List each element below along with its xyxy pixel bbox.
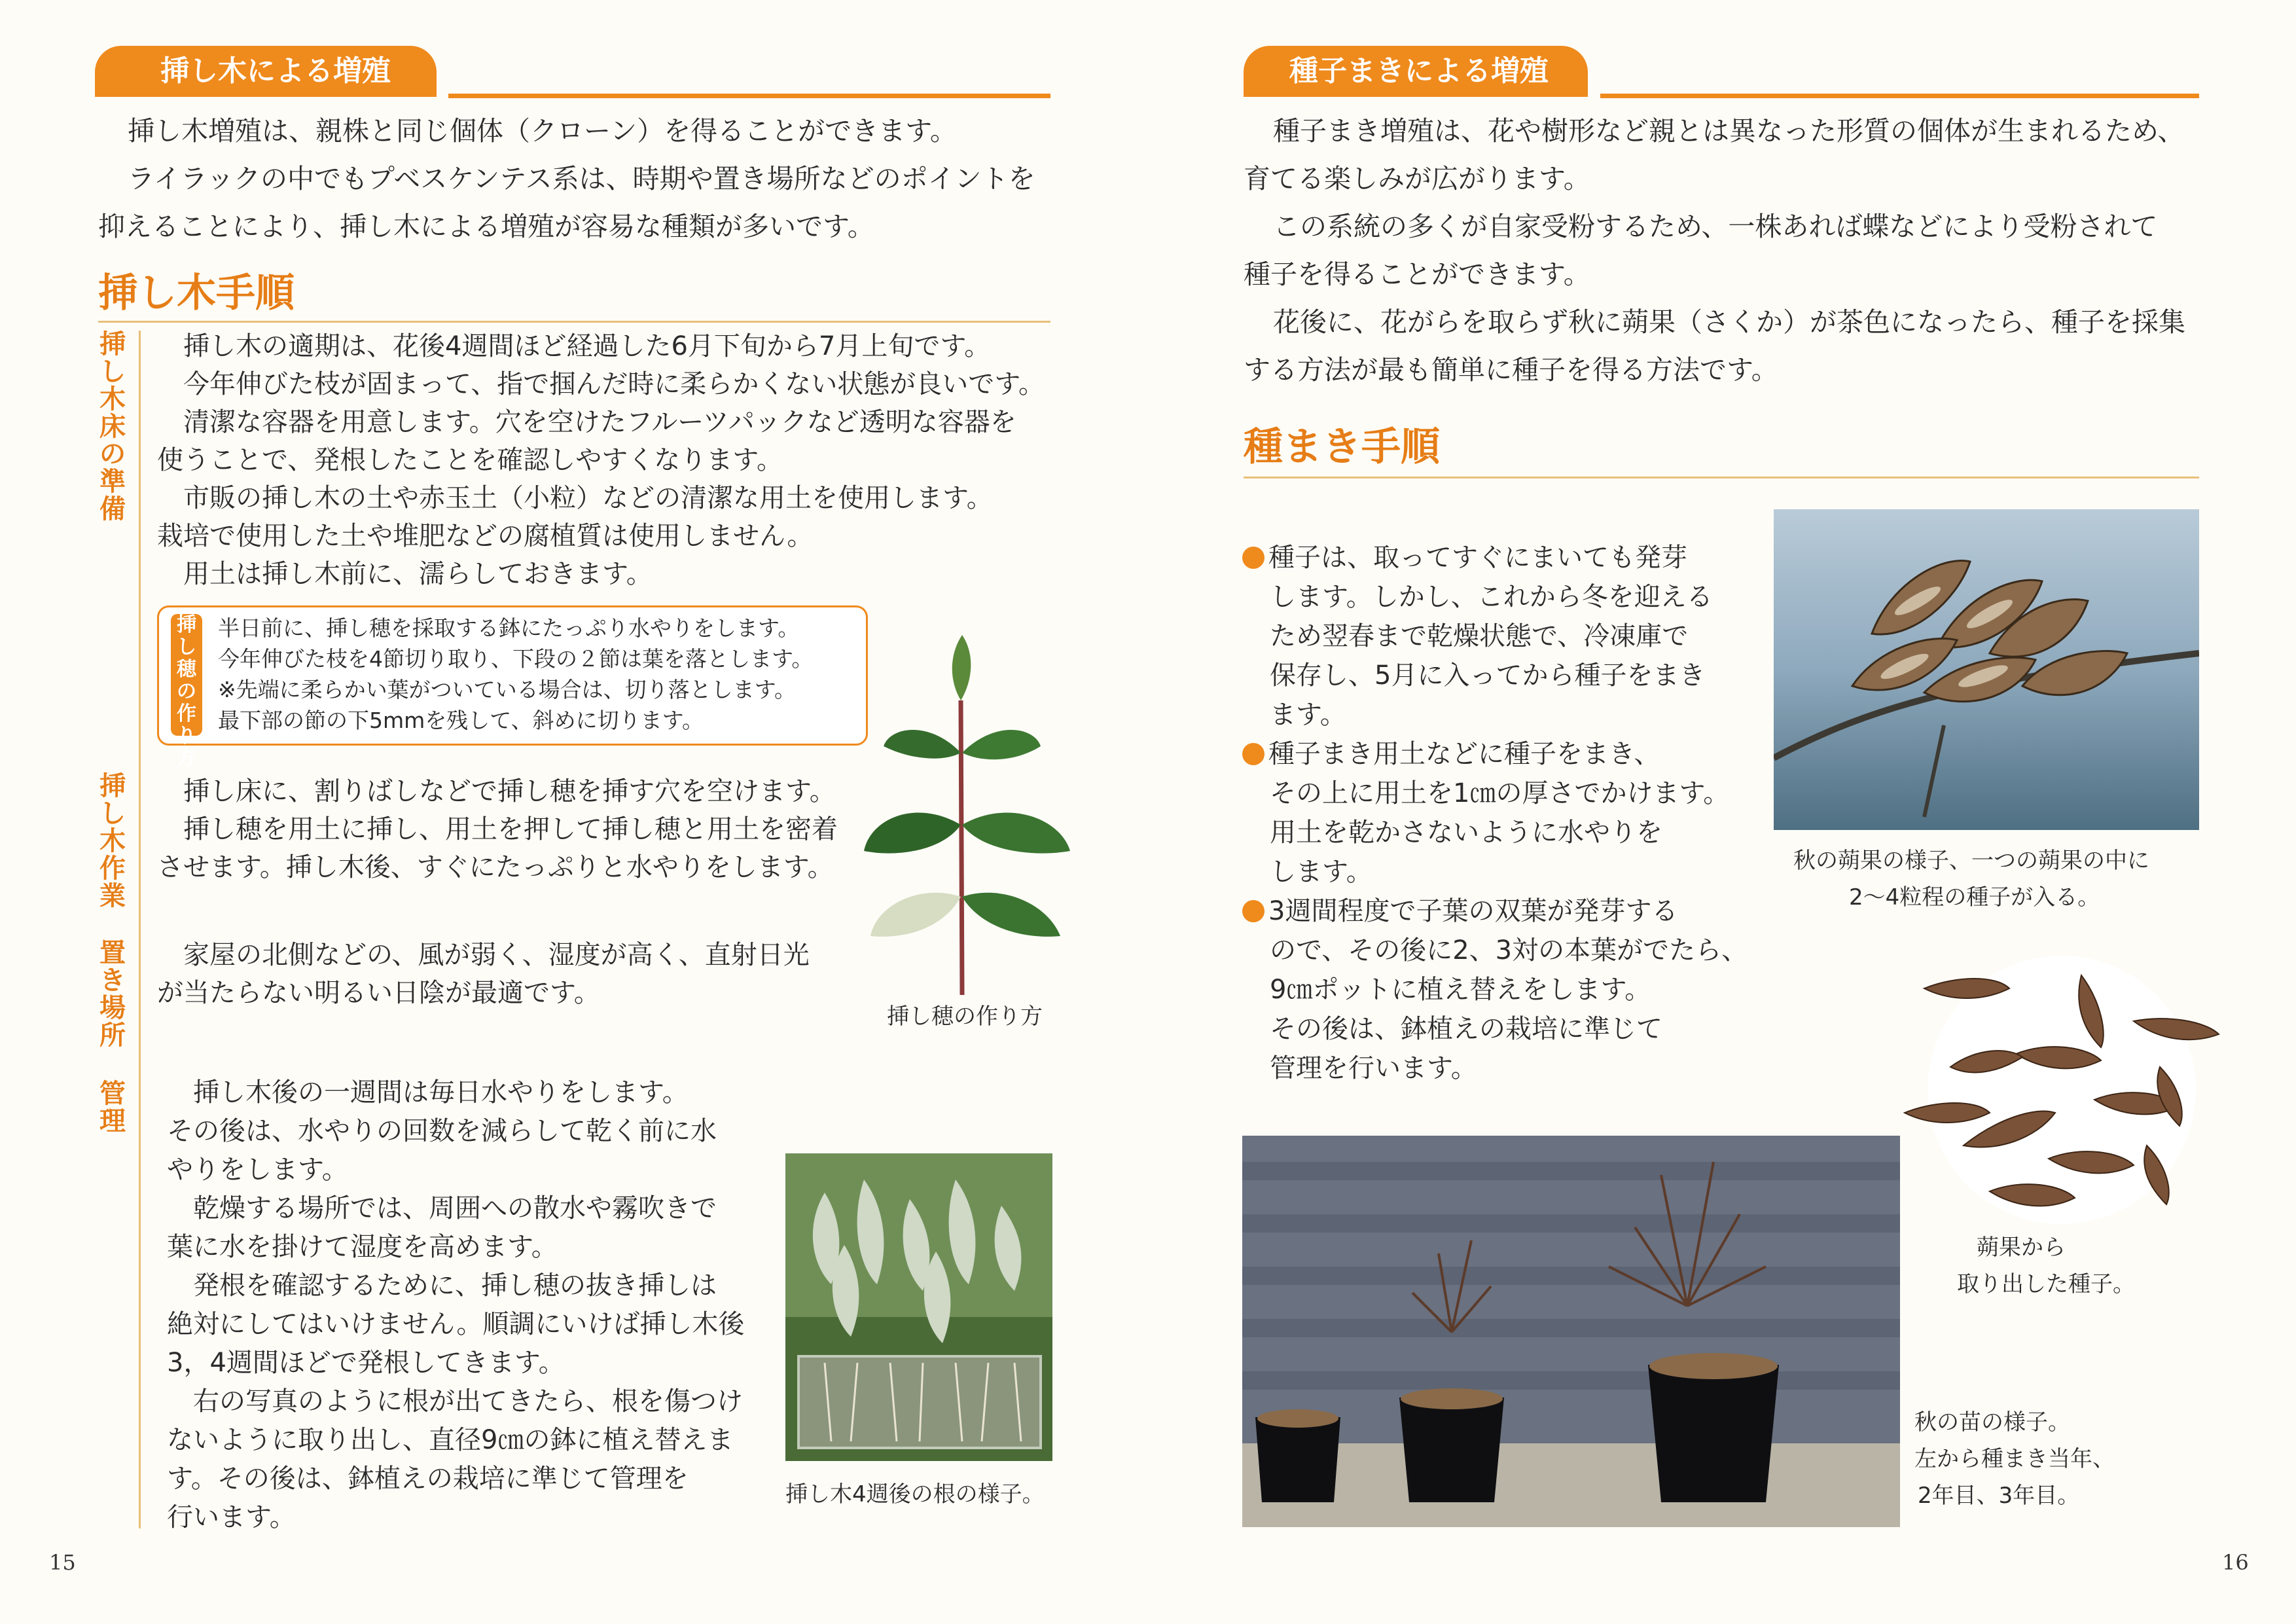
prep-line-1: 挿し木の適期は、花後4週間ほど経過した6月下旬から7月上旬です。 — [183, 331, 991, 361]
step-line-8: 用土を乾かさないように水やりを — [1270, 818, 1662, 848]
step-line-11: ので、その後に2、3対の本葉がでたら、 — [1270, 935, 1748, 965]
caption-seeds-1: 蒴果から — [1977, 1235, 2066, 1261]
note-line-1: 半日前に、挿し穂を採取する鉢にたっぷり水やりをします。 — [218, 615, 800, 641]
right-intro-line-2: 育てる楽しみが広がります。 — [1244, 163, 1590, 194]
step-line-5: ます。 — [1270, 700, 1346, 730]
caption-seedlings-3: 2年目、3年目。 — [1918, 1483, 2080, 1509]
cutting-note-box — [157, 605, 868, 770]
step-line-1 — [1242, 538, 1687, 577]
caption-capsule-1: 秋の蒴果の様子、一つの蒴果の中に — [1793, 848, 2149, 874]
work-line-1: 挿し床に、割りばしなどで挿し穂を挿す穴を空けます。 — [183, 776, 836, 806]
right-intro-line-4: 種子を得ることができます。 — [1244, 259, 1590, 290]
step-line-10 — [1242, 892, 1677, 931]
prep-line-5: 市販の挿し木の土や赤玉土（小粒）などの清潔な用土を使用します。 — [183, 483, 993, 513]
work-line-3: させます。挿し木後、すぐにたっぷりと水やりをします。 — [157, 852, 834, 882]
place-line-2: が当たらない明るい日陰が最適です。 — [157, 978, 600, 1008]
note-line-3: ※先端に柔らかい葉がついている場合は、切り落とします。 — [218, 677, 797, 702]
bullet-2-icon — [1242, 743, 1265, 765]
step-line-2: します。しかし、これから冬を迎える — [1270, 582, 1713, 612]
bullet-1-icon — [1242, 547, 1265, 569]
step-text-1: 種子は、取ってすぐにまいても発芽 — [1268, 543, 1687, 573]
note-line-2: 今年伸びた枝を4節切り取り、下段の２節は葉を落とします。 — [218, 646, 814, 672]
step-text-10: 3週間程度で子葉の双葉が発芽する — [1268, 896, 1678, 926]
prep-line-4: 使うことで、発根したことを確認しやすくなります。 — [157, 445, 783, 475]
seedlings-photo — [1242, 1136, 1900, 1527]
manage-line-12: 行います。 — [167, 1502, 296, 1532]
work-line-2: 挿し穂を用土に挿し、用土を押して挿し穂と用土を密着 — [183, 814, 838, 844]
manage-line-5: 葉に水を掛けて湿度を高めます。 — [167, 1232, 558, 1262]
manage-line-4: 乾燥する場所では、周囲への散水や霧吹きで — [193, 1193, 717, 1223]
step-text-6: 種子まき用土などに種子をまき、 — [1268, 739, 1660, 769]
right-heading-rule — [1244, 477, 2199, 478]
caption-seedlings-2: 左から種まき当年、 — [1914, 1446, 2115, 1472]
right-intro-line-5: 花後に、花がらを取らず秋に蒴果（さくか）が茶色になったら、種子を採集 — [1273, 306, 2185, 338]
prep-line-7: 用土は挿し木前に、濡らしておきます。 — [183, 559, 653, 589]
roots-photo — [785, 1153, 1052, 1461]
manage-line-11: す。その後は、鉢植えの栽培に準じて管理を — [167, 1464, 689, 1494]
left-intro-line-3: 抑えることにより、挿し木による増殖が容易な種類が多いです。 — [98, 211, 874, 242]
caption-capsule-2: 2～4粒程の種子が入る。 — [1849, 884, 2100, 911]
capsule-photo — [1774, 509, 2199, 830]
step-line-4: 保存し、5月に入ってから種子をまき — [1270, 660, 1706, 691]
prep-bar — [139, 331, 141, 1528]
caption-seeds-2: 取り出した種子。 — [1957, 1271, 2135, 1297]
left-section-header — [95, 46, 1050, 98]
manage-line-3: やりをします。 — [167, 1155, 348, 1185]
label-place: 置 き 場 所 — [99, 938, 126, 1051]
label-manage: 管 理 — [99, 1079, 126, 1136]
manage-line-9: 右の写真のように根が出てきたら、根を傷つけ — [193, 1386, 743, 1416]
manage-line-1: 挿し木後の一週間は毎日水やりをします。 — [193, 1077, 689, 1108]
step-line-14: 管理を行います。 — [1270, 1053, 1477, 1083]
page-number-right: 16 — [2222, 1550, 2249, 1575]
page-number-left: 15 — [49, 1550, 76, 1575]
right-intro-line-6: する方法が最も簡単に種子を得る方法です。 — [1244, 354, 1778, 386]
left-intro-line-1: 挿し木増殖は、親株と同じ個体（クローン）を得ることができます。 — [128, 115, 957, 147]
bullet-3-icon — [1242, 900, 1265, 922]
prep-line-3: 清潔な容器を用意します。穴を空けたフルーツパックなど透明な容器を — [183, 407, 1016, 437]
prep-line-6: 栽培で使用した土や堆肥などの腐植質は使用しません。 — [157, 521, 814, 551]
place-line-1: 家屋の北側などの、風が弱く、湿度が高く、直射日光 — [183, 940, 810, 970]
left-section-rule — [448, 94, 1050, 98]
note-line-4: 最下部の節の下5mmを残して、斜めに切ります。 — [218, 708, 704, 733]
step-line-7: その上に用土を1㎝の厚さでかけます。 — [1270, 778, 1730, 808]
seeds-photo — [1885, 949, 2238, 1231]
right-section-tab: 種子まきによる増殖 — [1244, 46, 1588, 97]
manage-line-7: 絶対にしてはいけません。順調にいけば挿し木後 — [167, 1309, 745, 1339]
left-section-tab: 挿し木による増殖 — [95, 46, 437, 97]
step-line-12: 9㎝ポットに植え替えをします。 — [1270, 975, 1651, 1005]
manage-line-6: 発根を確認するために、挿し穂の抜き挿しは — [193, 1271, 717, 1301]
manage-line-10: ないように取り出し、直径9㎝の鉢に植え替えま — [167, 1425, 734, 1455]
right-intro-line-1: 種子まき増殖は、花や樹形など親とは異なった形質の個体が生まれるため、 — [1273, 115, 2185, 147]
caption-roots: 挿し木4週後の根の様子。 — [785, 1481, 1045, 1507]
step-line-13: その後は、鉢植えの栽培に準じて — [1270, 1014, 1662, 1044]
right-section-header — [1244, 46, 2199, 98]
manage-line-2: その後は、水やりの回数を減らして乾く前に水 — [167, 1116, 717, 1146]
step-line-3: ため翌春まで乾燥状態で、冷凍庫で — [1270, 621, 1689, 651]
right-section-rule — [1600, 94, 2199, 98]
manage-line-8: 3，4週間ほどで発根してきます。 — [167, 1348, 565, 1378]
right-intro-line-3: この系統の多くが自家受粉するため、一株あれば蝶などにより受粉されて — [1273, 211, 2158, 242]
label-work: 挿 し 木 作 業 — [99, 771, 126, 911]
caption-seedlings-1: 秋の苗の様子。 — [1914, 1409, 2070, 1435]
step-line-6 — [1242, 734, 1660, 774]
left-intro-line-2: ライラックの中でもプベスケンテス系は、時期や置き場所などのポイントを — [128, 163, 1035, 194]
left-heading-rule — [98, 321, 1050, 323]
cutting-note-tag: 挿し穂の作り方 — [171, 614, 202, 736]
caption-cutting: 挿し穂の作り方 — [887, 1003, 1043, 1030]
step-line-9: します。 — [1270, 857, 1372, 887]
right-heading: 種まき手順 — [1244, 424, 1440, 470]
label-prep: 挿 し 木 床 の 準 備 — [99, 329, 126, 524]
prep-line-2: 今年伸びた枝が固まって、指で掴んだ時に柔らかくない状態が良いです。 — [183, 369, 1045, 399]
left-heading: 挿し木手順 — [98, 270, 295, 316]
cutting-photo — [851, 609, 1086, 1001]
